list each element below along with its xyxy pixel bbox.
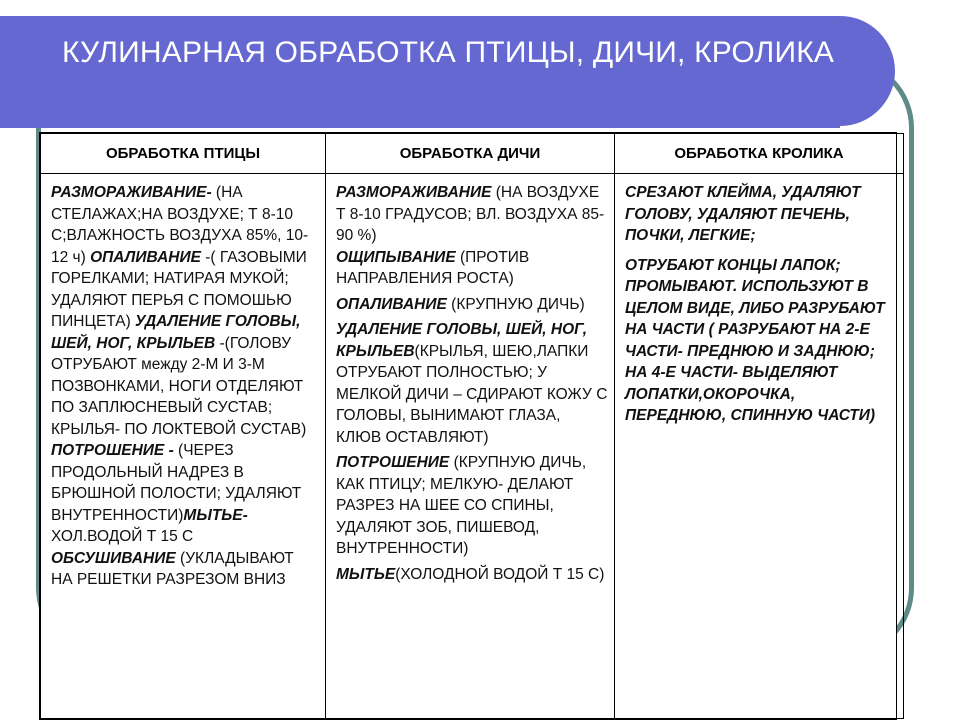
- step-text: (УКЛАДЫВАЮТ НА РЕШЕТКИ РАЗРЕЗОМ ВНИЗ: [51, 549, 294, 588]
- step-term: УДАЛЕНИЕ ГОЛОВЫ, ШЕЙ, НОГ, КРЫЛЬЕВ: [336, 321, 587, 360]
- step-term: РАЗМОРАЖИВАНИЕ-: [51, 184, 212, 201]
- step-term: МЫТЬЕ: [336, 565, 396, 583]
- step-term: ОБСУШИВАНИЕ: [51, 549, 176, 567]
- step-term: ОЩИПЫВАНИЕ: [336, 248, 456, 266]
- header-game: ОБРАБОТКА ДИЧИ: [326, 134, 615, 174]
- step-term: ОПАЛИВАНИЕ: [336, 295, 447, 313]
- cell-rabbit: [615, 174, 904, 719]
- step-term: ОПАЛИВАНИЕ: [90, 248, 201, 266]
- step-text: (КРУПНУЮ ДИЧЬ): [446, 295, 585, 313]
- step-paragraph: СРЕЗАЮТ КЛЕЙМА, УДАЛЯЮТ ГОЛОВУ, УДАЛЯЮТ ПЕЧЕНЬ, ПОЧКИ, ЛЕГКИЕ;: [625, 184, 861, 244]
- title-band-underline: [0, 120, 840, 128]
- step-text: -( ГАЗОВЫМИ ГОРЕЛКАМИ; НАТИРАЯ МУКОЙ; УДАЛЯЮТ ПЕРЬЯ С ПОМОШЬЮ ПИНЦЕТА): [51, 248, 307, 330]
- step-term: МЫТЬЕ-: [183, 506, 248, 524]
- step-paragraph: [336, 452, 608, 560]
- step-text: (ПРОТИВ НАПРАВЛЕНИЯ РОСТА): [336, 248, 530, 287]
- step-text: (НА СТЕЛАЖАХ;НА ВОЗДУХЕ; Т 8-10 С;ВЛАЖНОСТЬ ВОЗДУХА 85%, 10-12 ч): [51, 184, 309, 266]
- table-row: [41, 174, 904, 719]
- table-header-row: [41, 134, 904, 174]
- step-text: (ХОЛОДНОЙ ВОДОЙ Т 15 С): [395, 565, 605, 583]
- step-text: (КРУПНУЮ ДИЧЬ, КАК ПТИЦУ; МЕЛКУЮ- ДЕЛАЮТ РАЗРЕЗ НА ШЕЕ СО СПИНЫ, УДАЛЯЮТ ЗОБ, ПИШЕВОД, ВНУТРЕННОСТИ): [336, 454, 587, 557]
- step-text: (ЧЕРЕЗ ПРОДОЛЬНЫЙ НАДРЕЗ В БРЮШНОЙ ПОЛОСТИ; УДАЛЯЮТ ВНУТРЕННОСТИ): [51, 442, 302, 524]
- step-term: УДАЛЕНИЕ ГОЛОВЫ, ШЕЙ, НОГ, КРЫЛЬЕВ: [51, 313, 301, 352]
- header-rabbit: ОБРАБОТКА КРОЛИКА: [615, 134, 904, 174]
- step-paragraph: ОТРУБАЮТ КОНЦЫ ЛАПОК; ПРОМЫВАЮТ. ИСПОЛЬЗУЮТ В ЦЕЛОМ ВИДЕ, ЛИБО РАЗРУБАЮТ НА ЧАСТИ ( РАЗРУБАЮТ НА 2-Е ЧАСТИ- ПРЕДНЮЮ И ЗАДНЮЮ; НА 4-Е ЧАСТИ- ВЫДЕЛЯЮТ ЛОПАТКИ,ОКОРОЧКА, ПЕРЕДНЮЮ, СПИННУЮ ЧАСТИ): [625, 256, 885, 424]
- step-paragraph: [336, 294, 608, 316]
- slide-title: КУЛИНАРНАЯ ОБРАБОТКА ПТИЦЫ, ДИЧИ, КРОЛИКА: [62, 36, 835, 69]
- cell-poultry: [41, 174, 326, 719]
- cell-game: [326, 174, 615, 719]
- step-term: РАЗМОРАЖИВАНИЕ: [336, 184, 492, 201]
- step-paragraph: [336, 564, 608, 586]
- step-text: ХОЛ.ВОДОЙ Т 15 С: [51, 528, 194, 545]
- step-paragraph: [336, 319, 608, 448]
- processing-table: [39, 132, 897, 720]
- step-text: (КРЫЛЬЯ, ШЕЮ,ЛАПКИ ОТРУБАЮТ ПОЛНОСТЬЮ; У МЕЛКОЙ ДИЧИ – СДИРАЮТ КОЖУ С ГОЛОВЫ, ВЫНИМАЮТ ГЛАЗА, КЛЮВ ОСТАВЛЯЮТ): [336, 342, 608, 446]
- step-text: -(ГОЛОВУ ОТРУБАЮТ между 2-М И 3-М ПОЗВОНКАМИ, НОГИ ОТДЕЛЯЮТ ПО ЗАПЛЮСНЕВЫЙ СУСТАВ; КРЫЛЬЯ- ПО ЛОКТЕВОЙ СУСТАВ): [51, 334, 307, 438]
- step-text: (НА ВОЗДУХЕ Т 8-10 ГРАДУСОВ; ВЛ. ВОЗДУХА 85-90 %): [336, 184, 605, 244]
- header-poultry: ОБРАБОТКА ПТИЦЫ: [41, 134, 326, 174]
- title-band: [0, 16, 895, 126]
- step-term: ПОТРОШЕНИЕ -: [51, 442, 174, 459]
- step-paragraph: [336, 182, 608, 290]
- step-term: ПОТРОШЕНИЕ: [336, 454, 450, 471]
